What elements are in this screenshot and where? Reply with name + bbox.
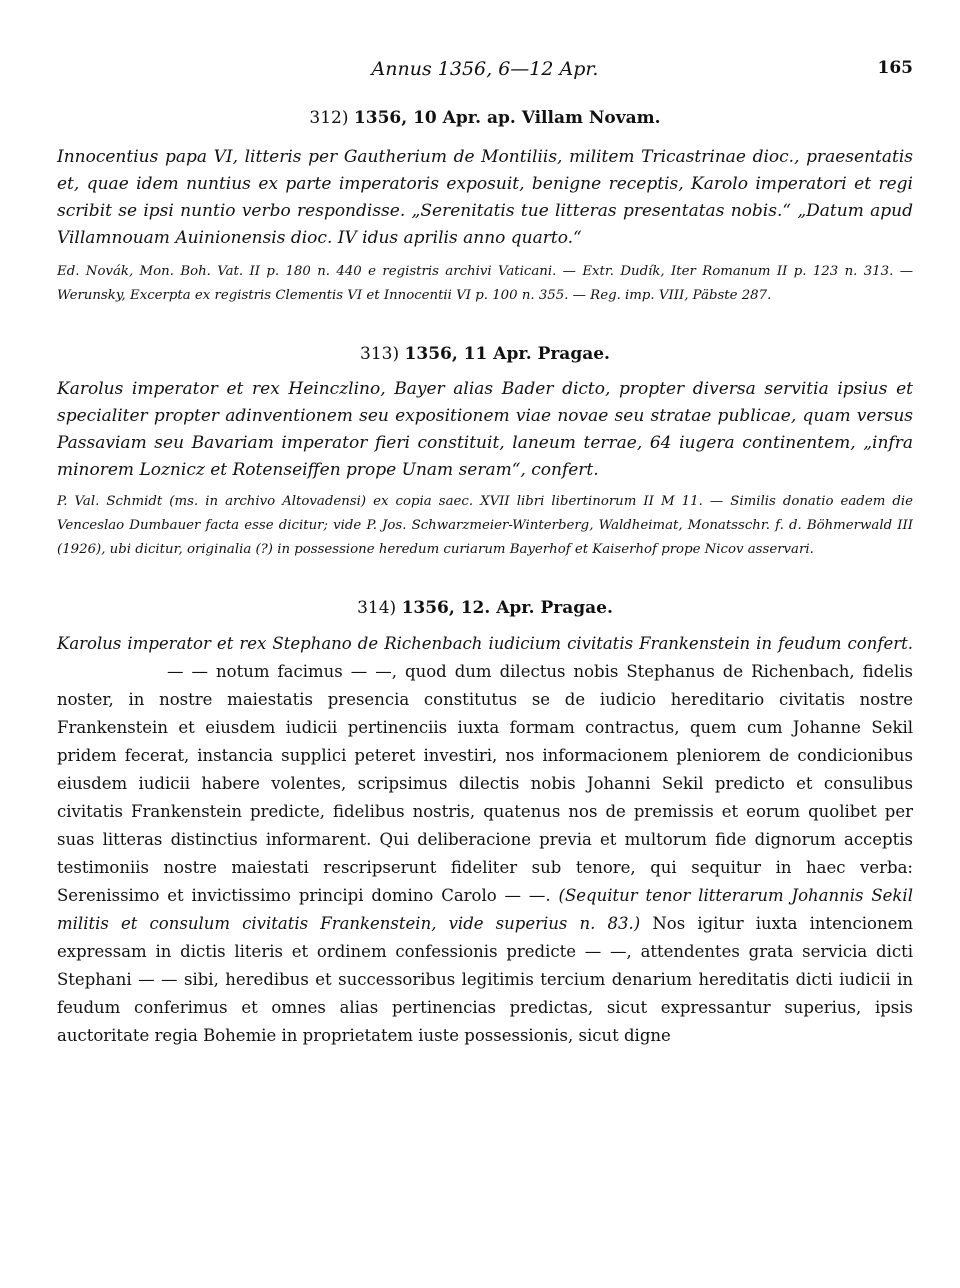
body-text-part-1: — — notum facimus — —, quod dum dilectus nobis Stephanus de Richenbach, fidelis noster, in nostre maiestatis presencia constitutus se de iudicio hereditario civitatis nostre Frankenstein et eiusdem iudicii pertinenciis iuxta formam contractus, quem cum Johanne Sekil pridem fecerat, instancia supplici peteret investiri, nos informacionem pleniorem de condicionibus eiusdem iudicii habere volentes, scripsimus dilectis nobis Johanni Sekil predicto et consulibus civitatis Frankenstein predicte, fidelibus nostris, quatenus nos de premissis et eorum quolibet per suas litteras distinctius informarent. Qui deliberacione previa et multorum fide dignorum acceptis testimoniis nostre maiestati rescripserunt fideliter sub tenore, qui sequitur in haec verba: Serenissimo et invictissimo principi domino Carolo — —. bbox=[57, 662, 913, 905]
entry-313 bbox=[57, 344, 913, 562]
page-header bbox=[57, 58, 913, 88]
entry-314 bbox=[57, 598, 913, 1050]
entry-note: Ed. Novák, Mon. Boh. Vat. II p. 180 n. 440 e registris archivi Vaticani. — Extr. Dudík, Iter Romanum II p. 123 n. 313. — Werunsky, Excerpta ex registris Clementis VI et Innocentii VI p. 100 n. 355. — Reg. imp. VIII, Päbste 287. bbox=[57, 264, 913, 303]
entry-heading bbox=[57, 598, 913, 618]
document-page bbox=[57, 58, 913, 1050]
entry-heading bbox=[57, 108, 913, 128]
entry-regest: Karolus imperator et rex Stephano de Richenbach iudicium civitatis Frankenstein in feudum confert. bbox=[57, 634, 913, 653]
body-text-italic-insert: (Sequitur tenor litterarum Johannis Sekil militis et consulum civitatis Frankenstein, vide superius n. 83.) bbox=[57, 886, 913, 933]
entry-date-place: 1356, 12. Apr. Pragae. bbox=[401, 598, 613, 618]
entry-regest: Innocentius papa VI, litteris per Gautherium de Montiliis, militem Tricastrinae dioc., praesentatis et, quae idem nuntius ex parte imperatoris exposuit, benigne receptis, Karolo imperatori et regi scribit se ipsi nuntio verbo respondisse. „Serenitatis tue litteras presentatas nobis.“ „Datum apud Villamnouam Auinionensis dioc. IV idus aprilis anno quarto.“ bbox=[57, 147, 913, 248]
body-text-part-2: Nos igitur iuxta intencionem expressam in dictis literis et ordinem confessionis predicte — —, attendentes grata servicia dicti Stephani — — sibi, heredibus et successoribus legitimis tercium denarium hereditatis dicti iudicii in feudum conferimus et omnes alias pertinencias predictas, sicut expressantur superius, ipsis auctoritate regia Bohemie in proprietatem iuste possessionis, sicut digne bbox=[57, 914, 913, 1045]
entry-date-place: 1356, 10 Apr. ap. Villam Novam. bbox=[353, 108, 661, 128]
entry-number: 313) bbox=[360, 344, 400, 364]
running-head: Annus 1356, 6—12 Apr. bbox=[371, 58, 599, 80]
entry-date-place: 1356, 11 Apr. Pragae. bbox=[404, 344, 610, 364]
entry-312 bbox=[57, 108, 913, 308]
entry-body bbox=[57, 630, 913, 1050]
entry-heading bbox=[57, 344, 913, 364]
entry-number: 312) bbox=[309, 108, 349, 128]
page-number: 165 bbox=[877, 58, 913, 78]
entry-number: 314) bbox=[357, 598, 397, 618]
entry-regest: Karolus imperator et rex Heinczlino, Bayer alias Bader dicto, propter diversa servitia ipsius et specialiter propter adinventionem seu expositionem viae novae seu stratae publicae, quam versus Passaviam seu Bavariam imperator fieri constituit, laneum terrae, 64 iugera continentem, „infra minorem Loznicz et Rotenseiffen prope Unam seram“, confert. bbox=[57, 379, 913, 480]
entry-note: P. Val. Schmidt (ms. in archivo Altovadensi) ex copia saec. XVII libri libertinorum II M 11. — Similis donatio eadem die Venceslao Dumbauer facta esse dicitur; vide P. Jos. Schwarzmeier-Winterberg, Waldheimat, Monatsschr. f. d. Böhmerwald III (1926), ubi dicitur, originalia (?) in possessione heredum curiarum Bayerhof et Kaiserhof prope Nicov asservari. bbox=[57, 494, 913, 557]
